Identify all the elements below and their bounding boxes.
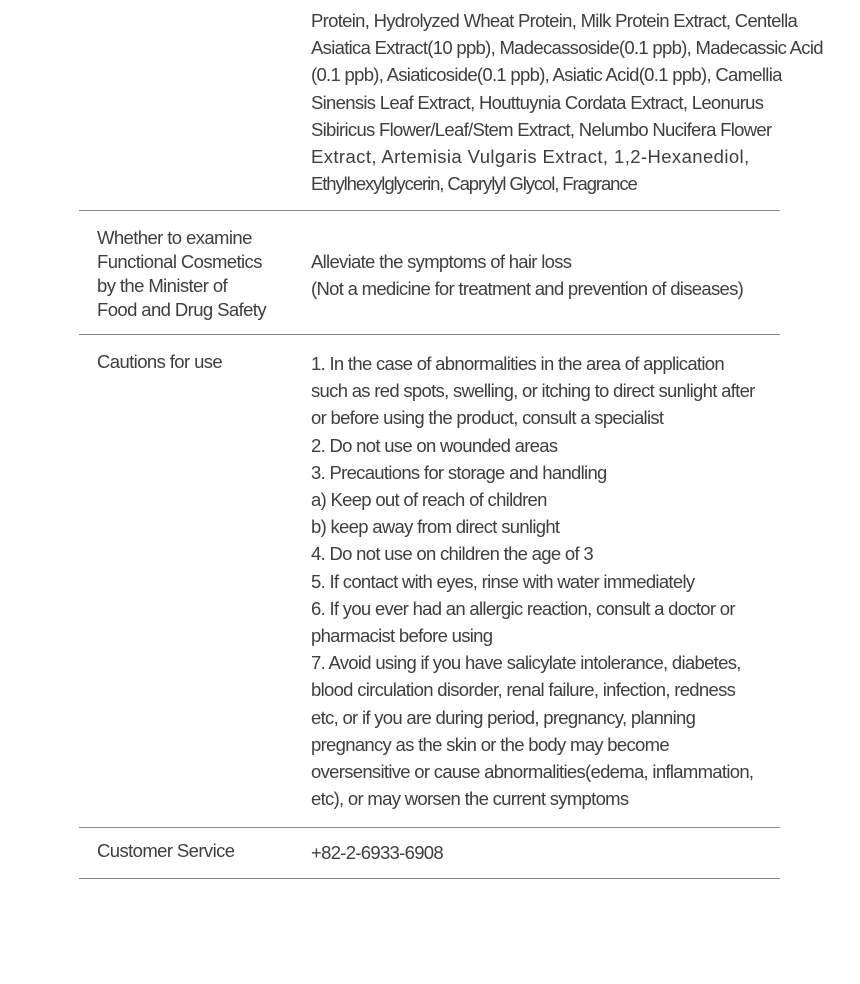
label-line: Whether to examine	[97, 227, 252, 248]
customer-service-phone[interactable]: +82-2-6933-6908	[311, 842, 443, 863]
functional-cosmetics-label	[97, 226, 287, 322]
ingredients-line: Protein, Hydrolyzed Wheat Protein, Milk Protein Extract, Centella	[311, 10, 798, 31]
caution-line: 3. Precautions for storage and handling	[311, 461, 607, 483]
customer-service-label: Customer Service	[97, 840, 235, 861]
cautions-value	[311, 350, 783, 812]
ingredients-line: (0.1 ppb), Asiaticoside(0.1 ppb), Asiatic Acid(0.1 ppb), Camellia	[311, 64, 782, 86]
caution-line: 1. In the case of abnormalities in the area of application	[311, 353, 724, 374]
ingredients-line: Sinensis Leaf Extract, Houttuynia Cordata Extract, Leonurus	[311, 91, 764, 113]
caution-line: such as red spots, swelling, or itching to direct sunlight after	[311, 380, 755, 402]
caution-line: b) keep away from direct sunlight	[311, 516, 560, 538]
caution-line: pregnancy as the skin or the body may become	[311, 733, 669, 755]
cautions-label: Cautions for use	[97, 351, 223, 372]
caution-line: 6. If you ever had an allergic reaction, consult a doctor or	[311, 597, 735, 619]
caution-line: pharmacist before using	[311, 625, 493, 647]
ingredients-row	[79, 0, 823, 211]
label-line: by the Minister of	[97, 275, 228, 296]
caution-line: etc, or if you are during period, pregnancy, planning	[311, 706, 696, 728]
ingredients-line: Asiatica Extract(10 ppb), Madecassoside(0.1 ppb), Madecassic Acid	[311, 37, 823, 59]
caution-line: etc), or may worsen the current symptoms	[311, 788, 629, 810]
cautions-row	[79, 335, 780, 828]
ingredients-line: Sibiricus Flower/Leaf/Stem Extract, Nelumbo Nucifera Flower	[311, 118, 772, 140]
caution-line: 5. If contact with eyes, rinse with water immediately	[311, 570, 695, 592]
ingredients-value	[311, 7, 823, 197]
value-line: (Not a medicine for treatment and prevention of diseases)	[311, 278, 744, 300]
label-line: Functional Cosmetics	[97, 251, 262, 272]
functional-cosmetics-value	[311, 248, 783, 302]
value-line: Alleviate the symptoms of hair loss	[311, 251, 572, 272]
label-line: Food and Drug Safety	[97, 299, 266, 320]
caution-line: oversensitive or cause abnormalities(edema, inflammation,	[311, 761, 754, 783]
functional-cosmetics-row	[79, 211, 780, 335]
caution-line: or before using the product, consult a specialist	[311, 407, 664, 429]
ingredients-line: Ethylhexylglycerin, Caprylyl Glycol, Fragrance	[311, 173, 637, 195]
product-info-table	[79, 0, 823, 879]
caution-line: blood circulation disorder, renal failure, infection, redness	[311, 679, 736, 701]
ingredients-line: Extract, Artemisia Vulgaris Extract, 1,2-Hexanediol,	[311, 146, 750, 168]
caution-line: 4. Do not use on children the age of 3	[311, 543, 593, 565]
caution-line: 7. Avoid using if you have salicylate intolerance, diabetes,	[311, 652, 741, 674]
caution-line: 2. Do not use on wounded areas	[311, 434, 558, 456]
customer-service-row	[79, 828, 780, 879]
caution-line: a) Keep out of reach of children	[311, 489, 547, 511]
